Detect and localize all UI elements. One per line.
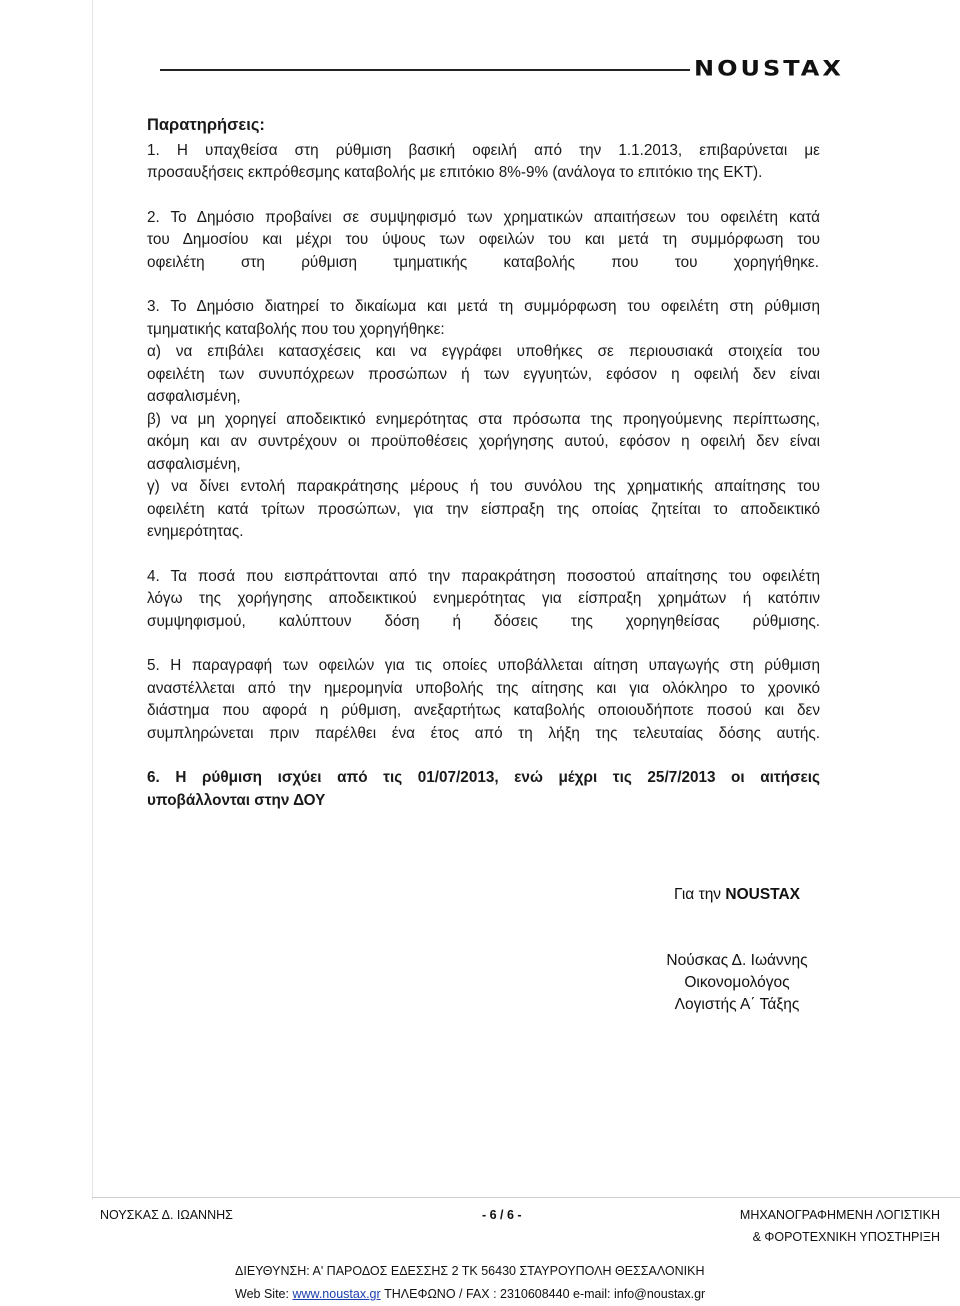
- remarks-title: Παρατηρήσεις:: [147, 116, 265, 134]
- remark-3-line-9: γ) να δίνει εντολή παρακράτησης μέρους ή του συνόλου της χρηματικής απαίτησης του: [147, 478, 820, 495]
- footer-page-number: - 6 / 6 -: [482, 1208, 522, 1222]
- remark-3-line-5: ασφαλισμένη,: [147, 388, 241, 405]
- page-margin-line: [92, 0, 93, 1200]
- signature-for: [602, 884, 872, 906]
- remark-5-line-1: 5. Η παραγραφή των οφειλών για τις οποίες υποβάλλεται αίτηση υπαγωγής στη ρύθμιση: [147, 657, 820, 674]
- remark-6-line-2: υποβάλλονται στην ΔΟΥ: [147, 791, 326, 809]
- footer-right-2: & ΦΟΡΟΤΕΧΝΙΚΗ ΥΠΟΣΤΗΡΙΞΗ: [752, 1230, 940, 1244]
- header-rule: [160, 69, 690, 71]
- footer-contact: [235, 1287, 705, 1301]
- footer-web-label: Web Site:: [235, 1287, 293, 1301]
- remark-5-line-2: αναστέλλεται από την ημερομηνία υποβολής της αίτησης και για ολόκληρο το χρονικό: [147, 679, 820, 697]
- noustax-logo: NOUSTAX: [694, 56, 844, 81]
- signature-role-2: Λογιστής Α΄ Τάξης: [674, 996, 800, 1013]
- remark-3-line-1: 3. Το Δημόσιο διατηρεί το δικαίωμα και μετά τη συμμόρφωση του οφειλέτη στη ρύθμιση: [147, 298, 820, 315]
- footer-right-1: ΜΗΧΑΝΟΓΡΑΦΗΜΕΝΗ ΛΟΓΙΣΤΙΚΗ: [739, 1208, 940, 1222]
- remark-4-line-2: λόγω της χορήγησης αποδεικτικού ενημερότητας για είσπραξη χρημάτων ή κατόπιν: [147, 590, 820, 607]
- document-body: [147, 114, 820, 812]
- footer-contact-info: ΤΗΛΕΦΩΝΟ / FAX : 2310608440 e-mail: info@noustax.gr: [380, 1287, 706, 1301]
- signature-name: Νούσκας Δ. Ιωάννης: [666, 952, 808, 969]
- footer-divider: [92, 1197, 960, 1198]
- remark-5-line-3: διάστημα που αφορά η ρύθμιση, ανεξαρτήτως καταβολής οποιουδήποτε ποσού και δεν: [147, 702, 820, 719]
- signature-block: [602, 950, 872, 1016]
- website-link[interactable]: www.noustax.gr: [292, 1287, 381, 1301]
- remark-3-line-6: β) να μη χορηγεί αποδεικτικό ενημερότητας στα πρόσωπα της προηγούμενης περίπτωσης,: [147, 410, 820, 428]
- signature-company: NOUSTAX: [725, 886, 801, 903]
- remark-2-line-1: 2. Το Δημόσιο προβαίνει σε συμψηφισμό των χρηματικών απαιτήσεων του οφειλέτη κατά: [147, 208, 820, 226]
- remark-1-line-2: προσαυξήσεις εκπρόθεσμης καταβολής με επιτόκιο 8%-9% (ανάλογα το επιτόκιο της ΕΚΤ).: [147, 164, 763, 181]
- signature-role-1: Οικονομολόγος: [684, 974, 790, 991]
- remark-3-line-10: οφειλέτη κατά τρίτων προσώπων, για την είσπραξη της οποίας ζητείται το αποδεικτικό: [147, 500, 820, 518]
- remark-3-line-2: τμηματικής καταβολής που του χορηγήθηκε:: [147, 320, 445, 338]
- remark-1-line-1: 1. Η υπαχθείσα στη ρύθμιση βασική οφειλή από την 1.1.2013, επιβαρύνεται με: [147, 141, 820, 159]
- footer-address: ΔΙΕΥΘΥΝΣΗ: Α' ΠΑΡΟΔΟΣ ΕΔΕΣΣΗΣ 2 ΤΚ 56430 ΣΤΑΥΡΟΥΠΟΛΗ ΘΕΣΣΑΛΟΝΙΚΗ: [235, 1264, 705, 1278]
- remark-5-line-4: συμπληρώνεται πριν παρέλθει ένα έτος από τη λήξη της τελευταίας δόσης αυτής.: [147, 724, 820, 742]
- remark-3-line-3: α) να επιβάλει κατασχέσεις και να εγγράφει υποθήκες σε περιουσιακά στοιχεία του: [147, 343, 820, 360]
- remark-6-line-1: 6. Η ρύθμιση ισχύει από τις 01/07/2013, ενώ μέχρι τις 25/7/2013 οι αιτήσεις: [147, 769, 820, 786]
- remark-3-line-11: ενημερότητας.: [147, 523, 244, 540]
- remark-3-line-8: ασφαλισμένη,: [147, 455, 241, 473]
- page-header: [0, 56, 960, 86]
- remark-4-line-3: συμψηφισμού, καλύπτουν δόση ή δόσεις της χορηγηθείσας ρύθμισης.: [147, 612, 820, 630]
- remark-3-line-4: οφειλέτη των συνυπόχρεων προσώπων ή των εγγυητών, εφόσον η οφειλή δεν είναι: [147, 365, 820, 383]
- signature-for-prefix: Για την: [673, 886, 726, 903]
- remark-2-line-3: οφειλέτη στη ρύθμιση τμηματικής καταβολής που του χορηγήθηκε.: [147, 253, 819, 271]
- remark-4-line-1: 4. Τα ποσά που εισπράττονται από την παρακράτηση ποσοστού απαίτησης του οφειλέτη: [147, 567, 820, 585]
- remark-3-line-7: ακόμη και αν συντρέχουν οι προϋποθέσεις χορήγησης αυτού, εφόσον η οφειλή δεν είναι: [147, 433, 820, 450]
- footer-left: ΝΟΥΣΚΑΣ Δ. ΙΩΑΝΝΗΣ: [100, 1208, 233, 1222]
- remark-2-line-2: του Δημοσίου και μέχρι του ύψους των οφειλών του και μετά τη συμμόρφωση του: [147, 231, 820, 248]
